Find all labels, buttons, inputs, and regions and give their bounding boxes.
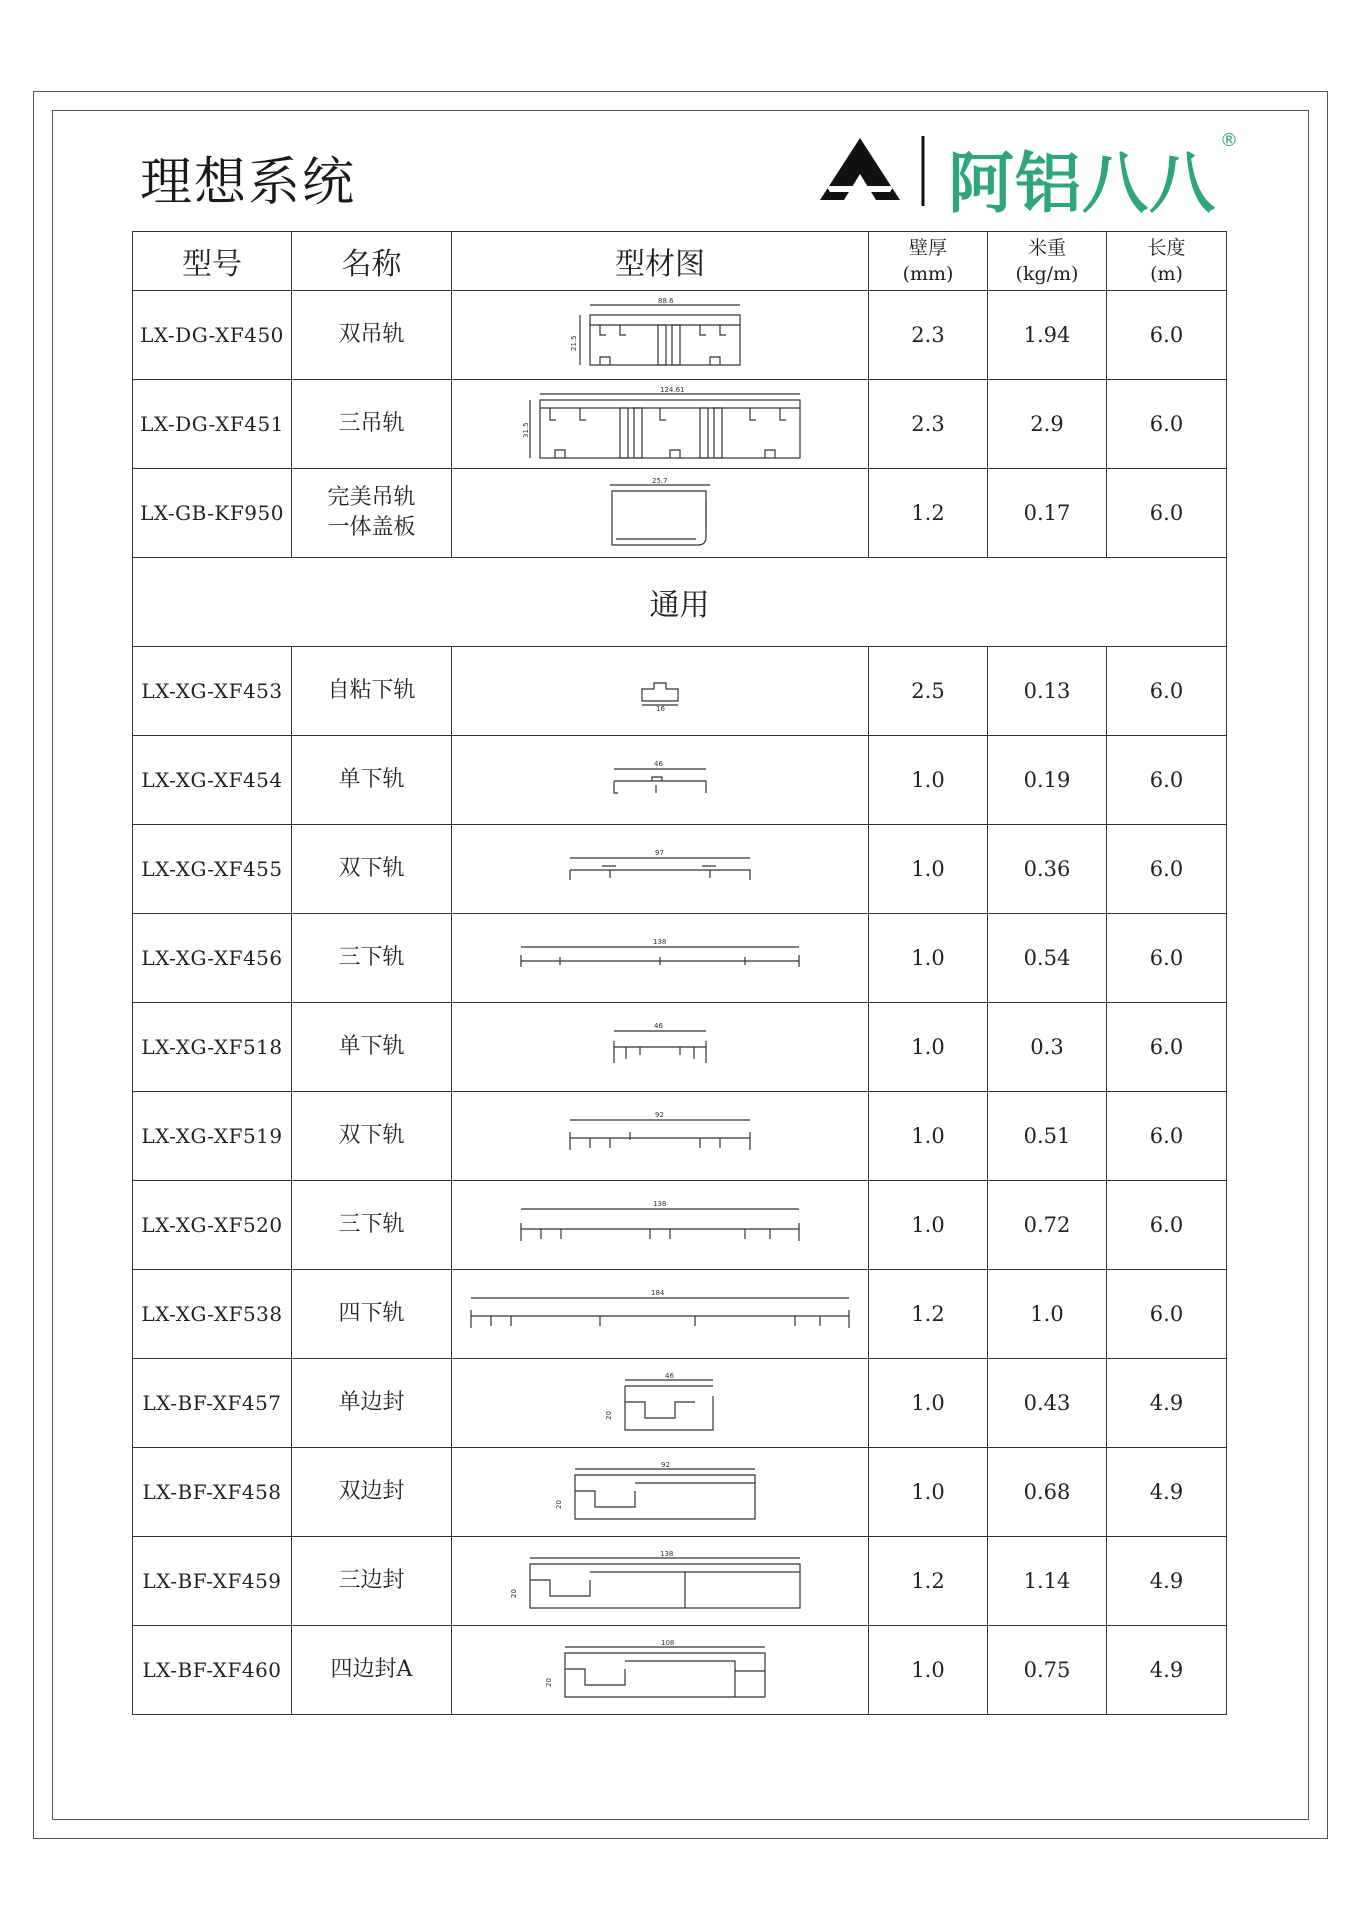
cell-name: 四边封A [292,1626,452,1715]
cell-name: 单下轨 [292,736,452,825]
cell-weight: 0.13 [988,647,1107,736]
cell-model: LX-BF-XF460 [133,1626,292,1715]
table-row [133,914,1227,1003]
cell-name: 双边封 [292,1448,452,1537]
profile-drawing-svg [600,473,720,553]
dim-width: 124.61 [660,386,685,394]
dim-width: 138 [653,938,667,946]
profile-drawing [452,1448,869,1537]
cell-model: LX-XG-XF455 [133,825,292,914]
cell-weight: 1.0 [988,1270,1107,1359]
triangle-a-logo-icon [820,130,940,210]
dim-width: 92 [655,1111,664,1119]
profile-drawing-svg [600,1017,720,1077]
name-line-1: 完美吊轨 [327,485,416,510]
spec-table [132,231,1227,1715]
dim-height: 20 [510,1589,518,1598]
header-weight-unit: (kg/m) [1015,263,1079,285]
page-title: 理想系统 [140,153,357,213]
cell-thickness: 2.3 [869,291,988,380]
table-row [133,1092,1227,1181]
cell-model: LX-BF-XF457 [133,1359,292,1448]
cell-weight: 0.72 [988,1181,1107,1270]
cell-model: LX-DG-XF450 [133,291,292,380]
section-label: 通用 [133,558,1227,647]
table-row [133,1181,1227,1270]
name-line-2: 一体盖板 [327,515,416,540]
header-weight [988,232,1107,291]
dim-height: 20 [605,1411,613,1420]
header-weight-label: 米重 [1027,237,1066,259]
dim-width: 92 [661,1461,670,1469]
cell-length: 6.0 [1107,914,1227,1003]
cell-thickness: 1.0 [869,1092,988,1181]
profile-drawing [452,380,869,469]
table-row [133,1448,1227,1537]
cell-thickness: 1.0 [869,914,988,1003]
profile-drawing-svg [500,1546,820,1616]
cell-model: LX-XG-XF520 [133,1181,292,1270]
table-row [133,825,1227,914]
header-drawing: 型材图 [452,232,869,291]
cell-length: 6.0 [1107,380,1227,469]
profile-drawing [452,1003,869,1092]
table-row [133,647,1227,736]
table-row [133,736,1227,825]
cell-length: 4.9 [1107,1448,1227,1537]
cell-length: 6.0 [1107,736,1227,825]
profile-drawing-svg [600,755,720,805]
cell-name: 双下轨 [292,1092,452,1181]
cell-length: 4.9 [1107,1537,1227,1626]
cell-weight: 0.54 [988,914,1107,1003]
dim-width: 46 [654,760,663,768]
header-model: 型号 [133,232,292,291]
profile-drawing-svg [595,1368,725,1438]
profile-drawing [452,1359,869,1448]
cell-thickness: 1.0 [869,1181,988,1270]
profile-drawing [452,914,869,1003]
cell-thickness: 2.3 [869,380,988,469]
cell-length: 6.0 [1107,469,1227,558]
cell-model: LX-XG-XF518 [133,1003,292,1092]
dim-width: 97 [655,849,664,857]
cell-thickness: 1.0 [869,1448,988,1537]
cell-length: 6.0 [1107,1270,1227,1359]
cell-weight: 0.75 [988,1626,1107,1715]
cell-name: 单边封 [292,1359,452,1448]
dim-width: 25.7 [652,477,668,485]
profile-drawing [452,736,869,825]
cell-weight: 0.17 [988,469,1107,558]
dim-width: 46 [665,1372,674,1380]
profile-drawing-svg [560,295,760,375]
cell-thickness: 1.0 [869,1626,988,1715]
cell-weight: 0.36 [988,825,1107,914]
section-row [133,558,1227,647]
cell-thickness: 1.2 [869,1270,988,1359]
header-length-label: 长度 [1147,237,1186,259]
cell-name: 三吊轨 [292,380,452,469]
profile-drawing [452,1270,869,1359]
profile-drawing [452,1537,869,1626]
profile-drawing-svg [515,1195,805,1255]
cell-length: 6.0 [1107,291,1227,380]
cell-weight: 1.94 [988,291,1107,380]
profile-drawing [452,647,869,736]
dim-height: 20 [545,1678,553,1687]
cell-model: LX-XG-XF454 [133,736,292,825]
cell-model: LX-XG-XF456 [133,914,292,1003]
header-length [1107,232,1227,291]
dim-width: 46 [654,1022,663,1030]
dim-height: 20 [555,1500,563,1509]
brand-logo [820,130,1240,222]
cell-name: 双下轨 [292,825,452,914]
cell-model: LX-BF-XF458 [133,1448,292,1537]
cell-length: 4.9 [1107,1359,1227,1448]
cell-model: LX-XG-XF519 [133,1092,292,1181]
profile-drawing-svg [630,671,690,711]
cell-thickness: 1.2 [869,1537,988,1626]
cell-weight: 0.3 [988,1003,1107,1092]
table-row [133,1270,1227,1359]
cell-length: 6.0 [1107,1092,1227,1181]
header-length-unit: (m) [1150,263,1183,285]
cell-model: LX-XG-XF538 [133,1270,292,1359]
cell-model: LX-DG-XF451 [133,380,292,469]
cell-name: 三下轨 [292,914,452,1003]
table-row [133,1537,1227,1626]
profile-drawing-svg [535,1635,785,1705]
profile-drawing [452,1092,869,1181]
cell-length: 6.0 [1107,647,1227,736]
cell-name [292,469,452,558]
dim-width: 108 [661,1639,675,1647]
registered-mark: ® [1220,130,1238,151]
dim-width: 16 [656,705,665,711]
table-row [133,380,1227,469]
table-row [133,1359,1227,1448]
cell-model: LX-XG-XF453 [133,647,292,736]
cell-thickness: 1.0 [869,736,988,825]
cell-name: 自粘下轨 [292,647,452,736]
cell-weight: 0.51 [988,1092,1107,1181]
header-thickness-label: 壁厚 [908,237,947,259]
cell-model: LX-BF-XF459 [133,1537,292,1626]
dim-height: 31.5 [522,422,530,438]
cell-weight: 1.14 [988,1537,1107,1626]
dim-width: 184 [651,1289,665,1297]
cell-name: 单下轨 [292,1003,452,1092]
table-row [133,469,1227,558]
cell-length: 6.0 [1107,1181,1227,1270]
profile-drawing-svg [560,844,760,894]
profile-drawing [452,469,869,558]
table-header-row [133,232,1227,291]
profile-drawing-svg [465,1284,855,1344]
cell-length: 6.0 [1107,1003,1227,1092]
cell-thickness: 2.5 [869,647,988,736]
table-row [133,1626,1227,1715]
profile-drawing-svg [560,1106,760,1166]
cell-weight: 0.68 [988,1448,1107,1537]
header-thickness [869,232,988,291]
cell-thickness: 1.0 [869,825,988,914]
header-thickness-unit: (mm) [902,263,954,285]
table-row [133,291,1227,380]
cell-name: 双吊轨 [292,291,452,380]
cell-weight: 0.19 [988,736,1107,825]
cell-length: 6.0 [1107,825,1227,914]
logo-text: 阿铝八八 [948,145,1216,222]
cell-name: 三下轨 [292,1181,452,1270]
cell-thickness: 1.0 [869,1359,988,1448]
profile-drawing [452,825,869,914]
dim-width: 138 [653,1200,667,1208]
dim-width: 88.6 [658,297,674,305]
dim-width: 138 [660,1550,674,1558]
cell-name: 三边封 [292,1537,452,1626]
cell-thickness: 1.2 [869,469,988,558]
cell-thickness: 1.0 [869,1003,988,1092]
profile-drawing-svg [510,384,810,464]
profile-drawing-svg [515,933,805,983]
cell-model: LX-GB-KF950 [133,469,292,558]
table-row [133,1003,1227,1092]
header-name: 名称 [292,232,452,291]
profile-drawing [452,291,869,380]
cell-name: 四下轨 [292,1270,452,1359]
cell-length: 4.9 [1107,1626,1227,1715]
dim-height: 21.5 [570,335,578,351]
cell-weight: 0.43 [988,1359,1107,1448]
profile-drawing [452,1626,869,1715]
profile-drawing [452,1181,869,1270]
cell-weight: 2.9 [988,380,1107,469]
profile-drawing-svg [545,1457,775,1527]
